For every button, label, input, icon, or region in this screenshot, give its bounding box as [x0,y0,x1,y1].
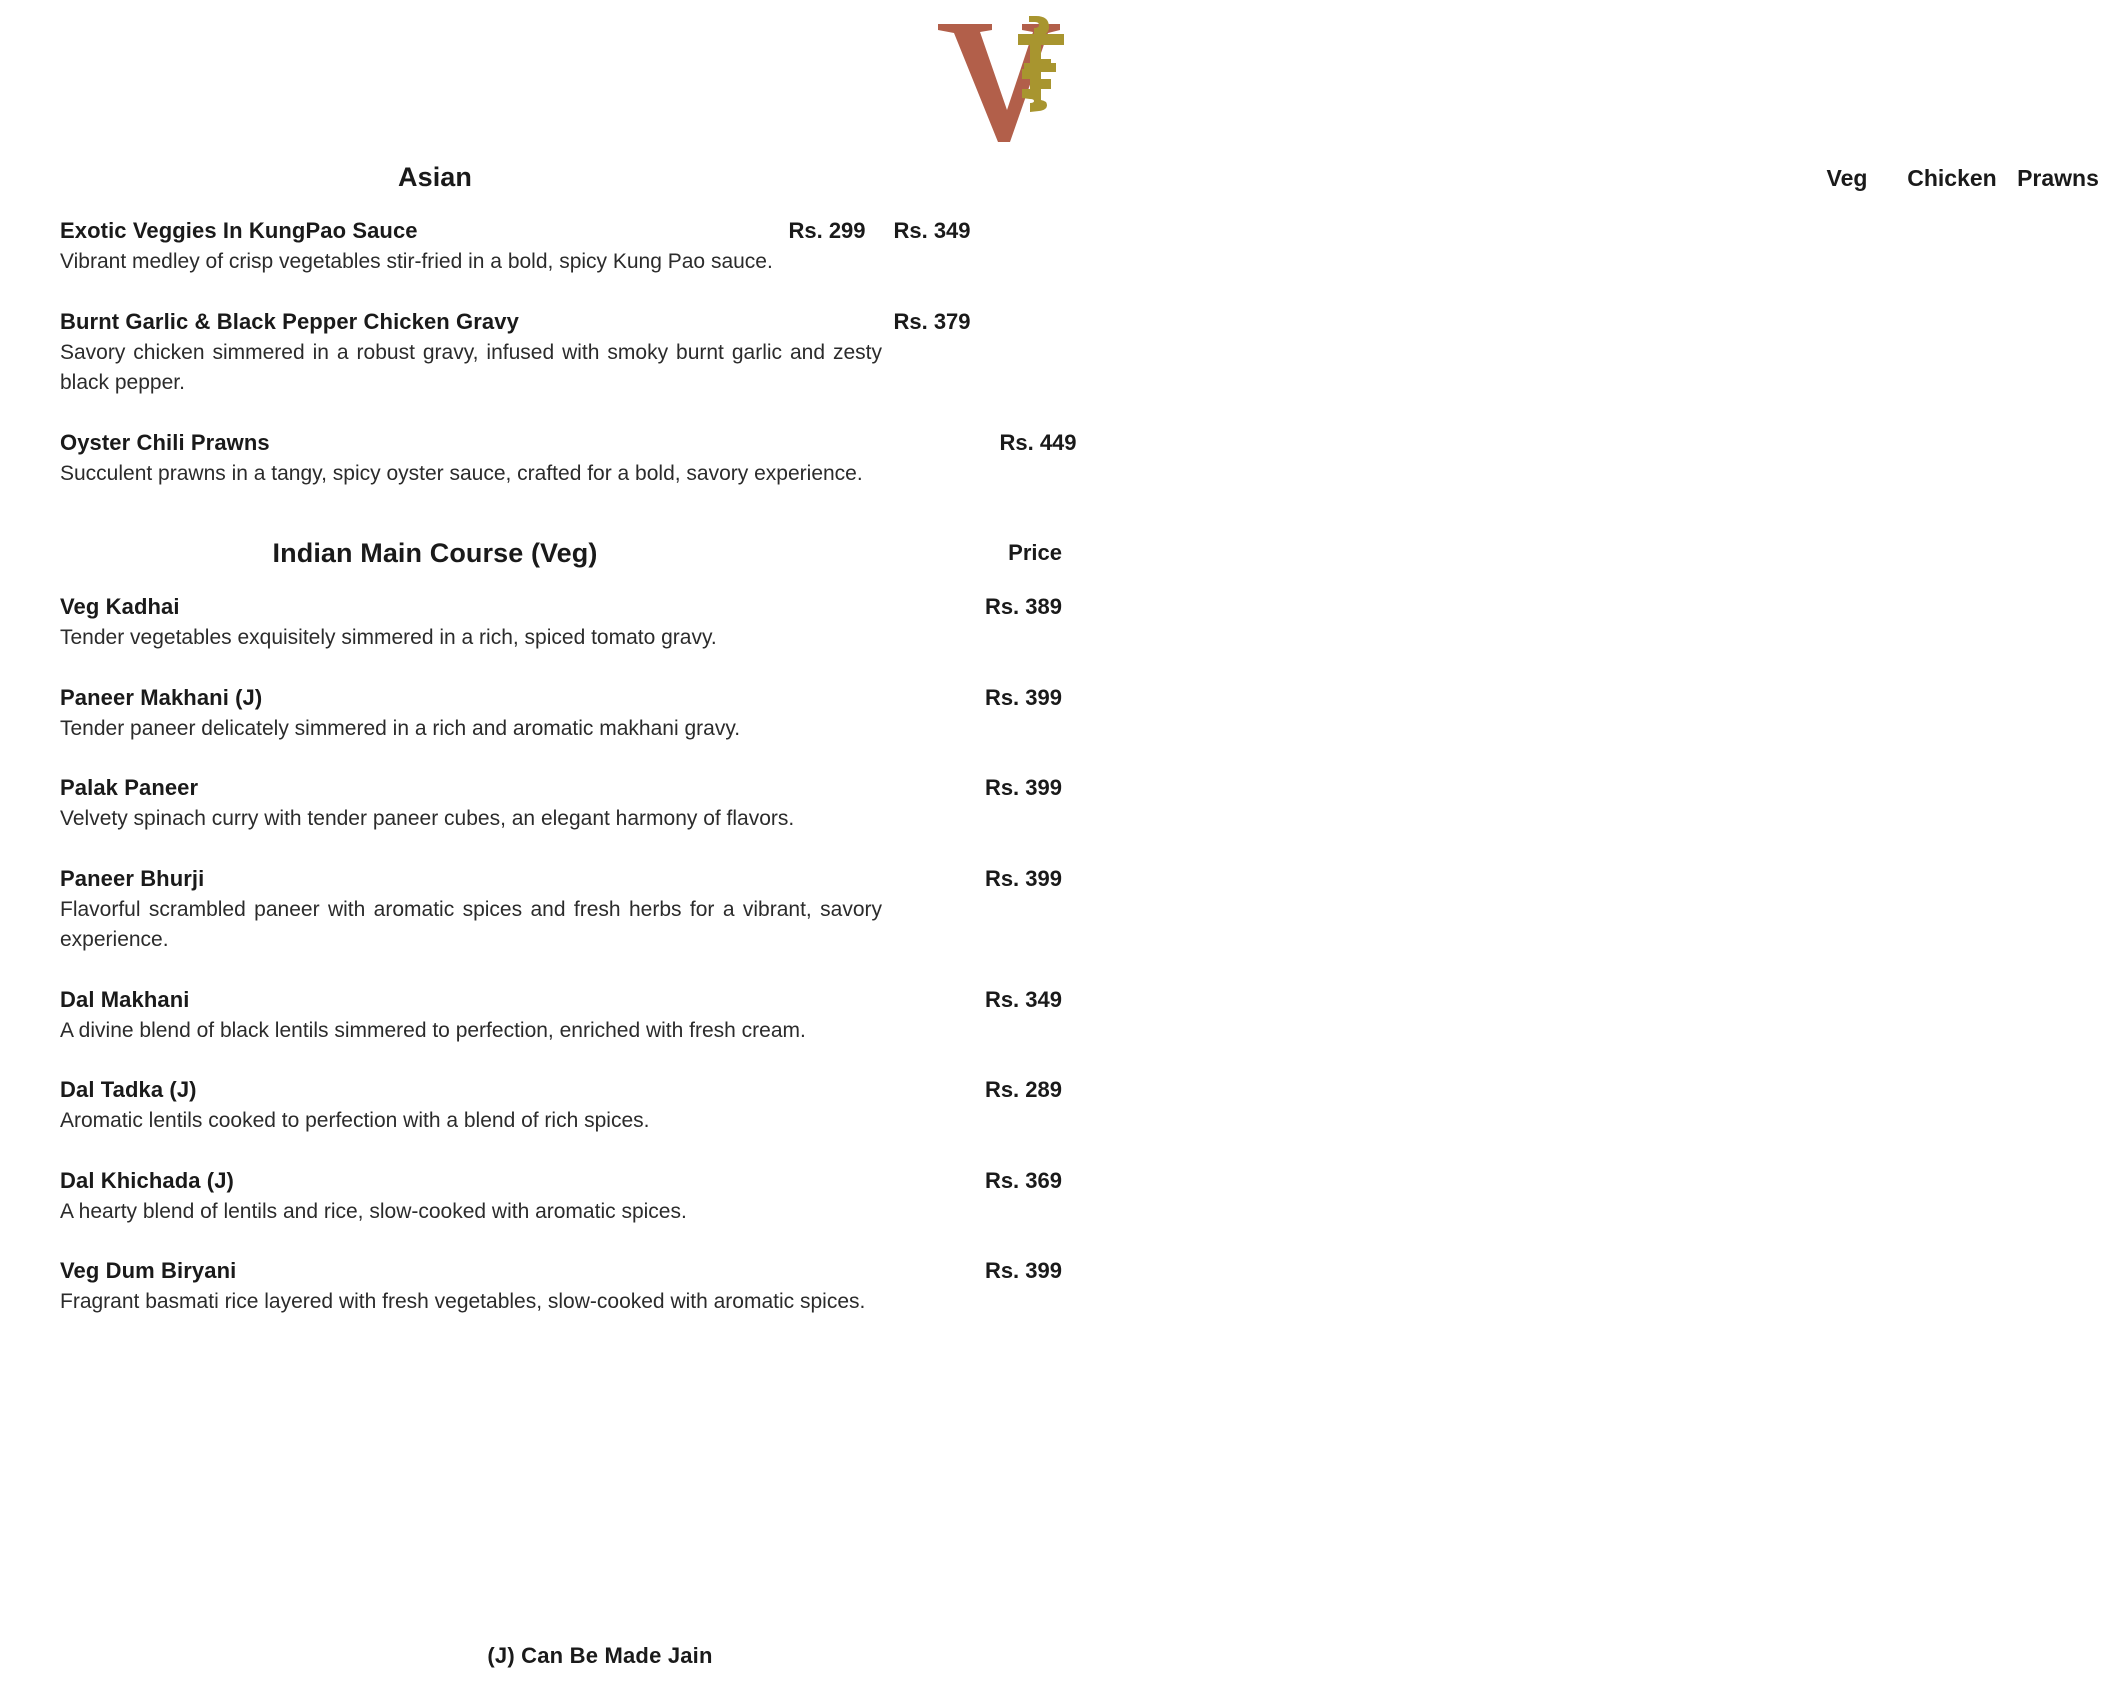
section-title: Asian [397,162,473,192]
menu-item [60,985,1080,1047]
menu-item [60,773,1080,835]
item-name: Dal Khichada (J) [60,1167,234,1193]
item-price: Rs. 399 [984,865,1062,891]
item-description: Tender vegetables exquisitely simmered in a rich, spiced tomato gravy. [60,626,717,649]
item-name: Dal Tadka (J) [60,1077,197,1102]
menu-item [60,307,1080,399]
item-description: Savory chicken simmered in a robust gravy, infused with smoky burnt garlic and zesty black pepper. [60,340,882,394]
section-spacer [60,518,1080,536]
menu-item [60,683,1080,745]
item-name: Exotic Veggies In KungPao Sauce [60,218,418,243]
item-description: Tender paneer delicately simmered in a rich and aromatic makhani gravy. [60,716,741,740]
item-name: Veg Kadhai [60,594,180,619]
item-name: Burnt Garlic & Black Pepper Chicken Gravy [60,308,519,334]
item-description: A hearty blend of lentils and rice, slow-cooked with aromatic spices. [60,1199,687,1223]
restaurant-logo [932,8,1082,148]
item-description: A divine blend of black lentils simmered to perfection, enriched with fresh cream. [60,1018,806,1042]
item-price-prawns: Rs. 449 [999,429,1077,455]
item-price: Rs. 349 [984,986,1062,1012]
item-name: Veg Dum Biryani [60,1258,237,1283]
item-name: Palak Paneer [60,775,199,800]
menu-content [60,160,2099,1347]
item-name: Paneer Makhani (J) [60,684,263,710]
item-price-chicken: Rs. 349 [893,218,971,243]
item-price: Rs. 369 [984,1167,1062,1193]
item-price: Rs. 289 [984,1077,1062,1102]
section-header-indian-main-course [60,536,1080,582]
item-description: Aromatic lentils cooked to perfection with a blend of rich spices. [60,1109,650,1132]
section-header-asian [60,160,2099,206]
menu-item [60,1075,1080,1137]
menu-item [60,1166,1080,1228]
column-header-veg: Veg [1826,165,1868,191]
item-price: Rs. 399 [984,775,1062,800]
item-description: Fragrant basmati rice layered with fresh vegetables, slow-cooked with aromatic spices. [60,1290,866,1313]
column-header-price: Price [1008,540,1062,565]
item-price: Rs. 389 [984,594,1062,619]
jain-footnote: (J) Can Be Made Jain [487,1643,713,1668]
menu-item [60,428,1080,490]
item-name: Oyster Chili Prawns [60,429,270,455]
menu-item [60,1256,1080,1318]
item-price: Rs. 399 [984,1258,1062,1283]
menu-item [60,864,1080,956]
column-header-chicken: Chicken [1907,165,1997,191]
item-description: Velvety spinach curry with tender paneer cubes, an elegant harmony of flavors. [60,807,795,830]
menu-item [60,592,1080,654]
column-header-prawns: Prawns [2017,165,2099,191]
item-price-veg: Rs. 299 [788,218,866,243]
menu-item [60,216,1080,278]
item-price: Rs. 399 [984,684,1062,710]
item-description: Vibrant medley of crisp vegetables stir-fried in a bold, spicy Kung Pao sauce. [60,250,773,273]
section-title: Indian Main Course (Veg) [272,538,598,568]
item-name: Paneer Bhurji [60,865,205,891]
item-description: Flavorful scrambled paneer with aromatic spices and fresh herbs for a vibrant, savory experience. [60,897,882,951]
item-name: Dal Makhani [60,986,190,1012]
item-description: Succulent prawns in a tangy, spicy oyster sauce, crafted for a bold, savory experience. [60,461,863,485]
item-price-chicken: Rs. 379 [893,308,971,334]
